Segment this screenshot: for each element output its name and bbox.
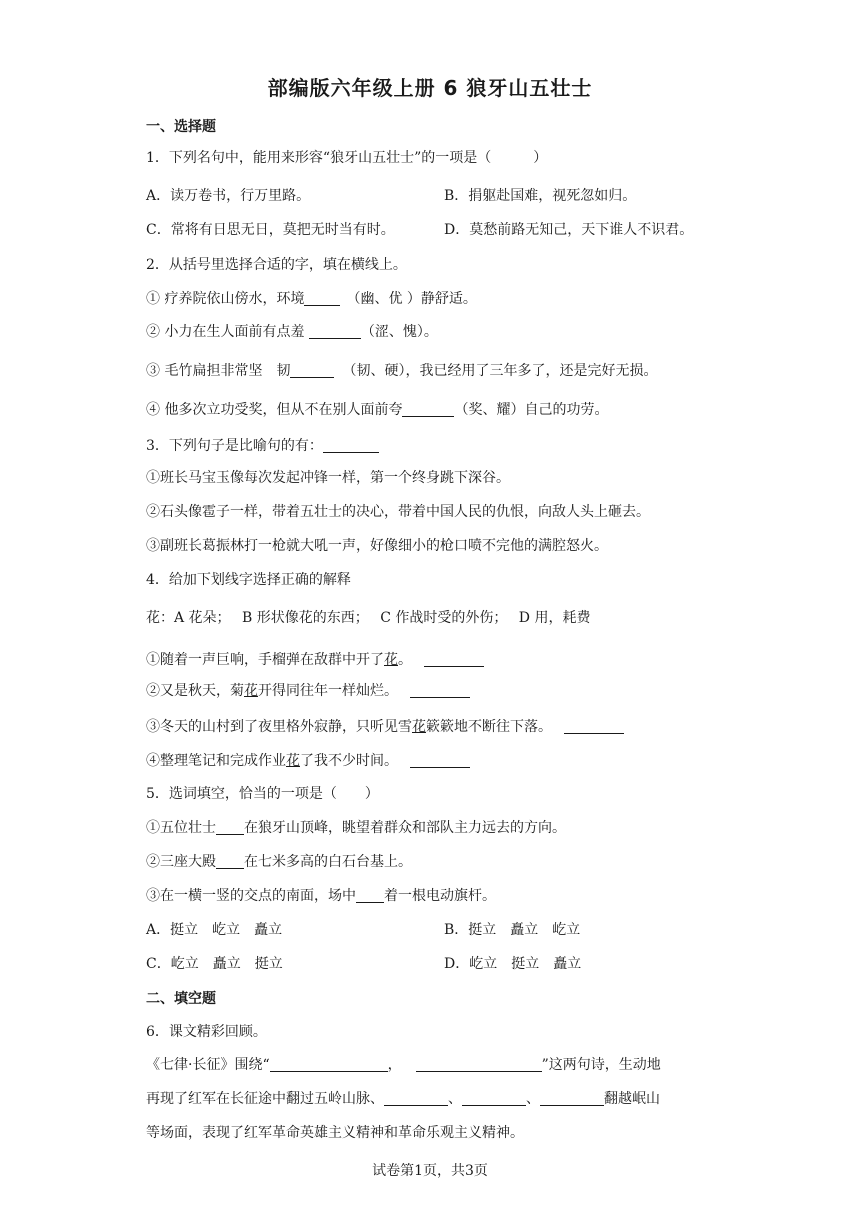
answer-blank[interactable] <box>216 820 244 835</box>
question-3-stem <box>146 435 379 455</box>
question-3-sentence-3: ③副班长葛振林打一枪就大吼一声，好像细小的枪口喷不完他的满腔怒火。 <box>146 538 608 554</box>
answer-blank[interactable] <box>410 753 470 768</box>
item-text: 翻越岷山 <box>604 1091 660 1107</box>
question-4-options: 花：A 花朵； B 形状像花的东西； C 作战时受的外伤； D 用，耗费 <box>146 610 591 626</box>
question-5-stem: 5．选词填空，恰当的一项是（ ） <box>146 786 379 802</box>
answer-blank[interactable] <box>462 1091 526 1106</box>
item-text: 再现了红军在长征途中翻过五岭山脉、 <box>146 1091 384 1107</box>
item-text: ①五位壮士 <box>146 820 216 836</box>
question-6-line-1 <box>146 1054 661 1074</box>
answer-blank[interactable] <box>309 324 361 339</box>
underlined-char: 花 <box>286 753 300 769</box>
item-text: 了我不少时间。 <box>300 753 398 769</box>
question-5-option-c: C．屹立 矗立 挺立 <box>146 956 283 972</box>
question-2-item-1 <box>146 288 477 308</box>
item-text: ”这两句诗，生动地 <box>541 1057 661 1073</box>
question-4-stem: 4．给加下划线字选择正确的解释 <box>146 572 351 588</box>
question-1-option-d: D．莫愁前路无知己，天下谁人不识君。 <box>444 222 694 238</box>
page-title: 部编版六年级上册 6 狼牙山五壮士 <box>267 76 593 100</box>
question-4-sentence-4 <box>146 750 470 770</box>
question-2-item-4 <box>146 399 608 419</box>
item-text: 簌簌地不断往下落。 <box>426 719 552 735</box>
answer-blank[interactable] <box>356 888 384 903</box>
question-6-line-2 <box>146 1088 660 1108</box>
item-text: ， <box>387 1057 402 1073</box>
item-text: ③冬天的山村到了夜里格外寂静，只听见雪 <box>146 719 412 735</box>
question-5-sentence-2 <box>146 851 412 871</box>
question-5-option-d: D．屹立 挺立 矗立 <box>444 956 582 972</box>
item-text: 3．下列句子是比喻句的有： <box>146 438 323 454</box>
question-5-sentence-3 <box>146 885 496 905</box>
answer-blank[interactable] <box>402 402 454 417</box>
answer-blank[interactable] <box>424 652 484 667</box>
item-text: 着一根电动旗杆。 <box>384 888 496 904</box>
question-6-line-3: 等场面，表现了红军革命英雄主义精神和革命乐观主义精神。 <box>146 1125 524 1141</box>
answer-blank[interactable] <box>384 1091 448 1106</box>
question-1-option-c: C．常将有日思无日，莫把无时当有时。 <box>146 222 395 238</box>
answer-blank[interactable] <box>564 719 624 734</box>
item-text: （幽、优 ）静舒适。 <box>346 291 477 307</box>
item-text: 《七律·长征》围绕“ <box>146 1057 270 1073</box>
item-text: （奖、耀）自己的功劳。 <box>454 402 609 418</box>
underlined-char: 花 <box>244 683 258 699</box>
question-3-sentence-1: ①班长马宝玉像每次发起冲锋一样，第一个终身跳下深谷。 <box>146 470 510 486</box>
underlined-char: 花 <box>412 719 426 735</box>
answer-blank[interactable] <box>304 291 340 306</box>
question-2-item-2 <box>146 321 438 341</box>
item-text: 开得同往年一样灿烂。 <box>258 683 398 699</box>
answer-blank[interactable] <box>410 683 470 698</box>
question-5-sentence-1 <box>146 817 566 837</box>
item-text: 、 <box>526 1091 540 1107</box>
page-footer: 试卷第1页，共3页 <box>372 1163 488 1179</box>
item-text: ④ 他多次立功受奖，但从不在别人面前夸 <box>146 402 403 418</box>
item-text: ②三座大殿 <box>146 854 216 870</box>
question-5-option-a: A．挺立 屹立 矗立 <box>146 922 283 938</box>
item-text: 在七米多高的白石台基上。 <box>244 854 412 870</box>
item-text: ② 小力在生人面前有点羞 <box>146 324 309 340</box>
item-text: 、 <box>448 1091 462 1107</box>
question-2-item-3 <box>146 360 657 380</box>
underlined-char: 花 <box>384 652 398 668</box>
item-text: （韧、硬），我已经用了三年多了，还是完好无损。 <box>342 363 658 379</box>
item-text: ③在一横一竖的交点的南面，场中 <box>146 888 356 904</box>
answer-blank[interactable] <box>540 1091 604 1106</box>
question-4-sentence-3 <box>146 716 624 736</box>
question-2-stem: 2．从括号里选择合适的字，填在横线上。 <box>146 257 407 273</box>
item-text: ④整理笔记和完成作业 <box>146 753 286 769</box>
question-6-stem: 6．课文精彩回顾。 <box>146 1024 267 1040</box>
question-1-option-a: A．读万卷书，行万里路。 <box>146 188 311 204</box>
question-4-sentence-2 <box>146 680 470 700</box>
item-text: 在狼牙山顶峰，眺望着群众和部队主力远去的方向。 <box>244 820 566 836</box>
answer-blank[interactable] <box>270 1057 388 1072</box>
item-text: （涩、愧）。 <box>360 324 438 340</box>
question-3-sentence-2: ②石头像雹子一样，带着五壮士的决心，带着中国人民的仇恨，向敌人头上砸去。 <box>146 504 650 520</box>
question-1-option-b: B．捐躯赴国难，视死忽如归。 <box>444 188 637 204</box>
item-text: ① 疗养院依山傍水，环境 <box>146 291 305 307</box>
answer-blank[interactable] <box>323 438 379 453</box>
section-heading-fill: 二、填空题 <box>146 991 216 1007</box>
section-heading-choice: 一、选择题 <box>146 119 216 135</box>
item-text: 。 <box>398 652 412 668</box>
item-text: ③ 毛竹扁担非常坚 韧 <box>146 363 291 379</box>
answer-blank[interactable] <box>290 363 334 378</box>
answer-blank[interactable] <box>216 854 244 869</box>
question-5-option-b: B．挺立 矗立 屹立 <box>444 922 581 938</box>
item-text: ①随着一声巨响，手榴弹在敌群中开了 <box>146 652 384 668</box>
answer-blank[interactable] <box>416 1057 542 1072</box>
item-text: ②又是秋天，菊 <box>146 683 244 699</box>
question-1-stem: 1．下列名句中，能用来形容“狼牙山五壮士”的一项是（ ） <box>146 150 548 166</box>
question-4-sentence-1 <box>146 649 484 669</box>
